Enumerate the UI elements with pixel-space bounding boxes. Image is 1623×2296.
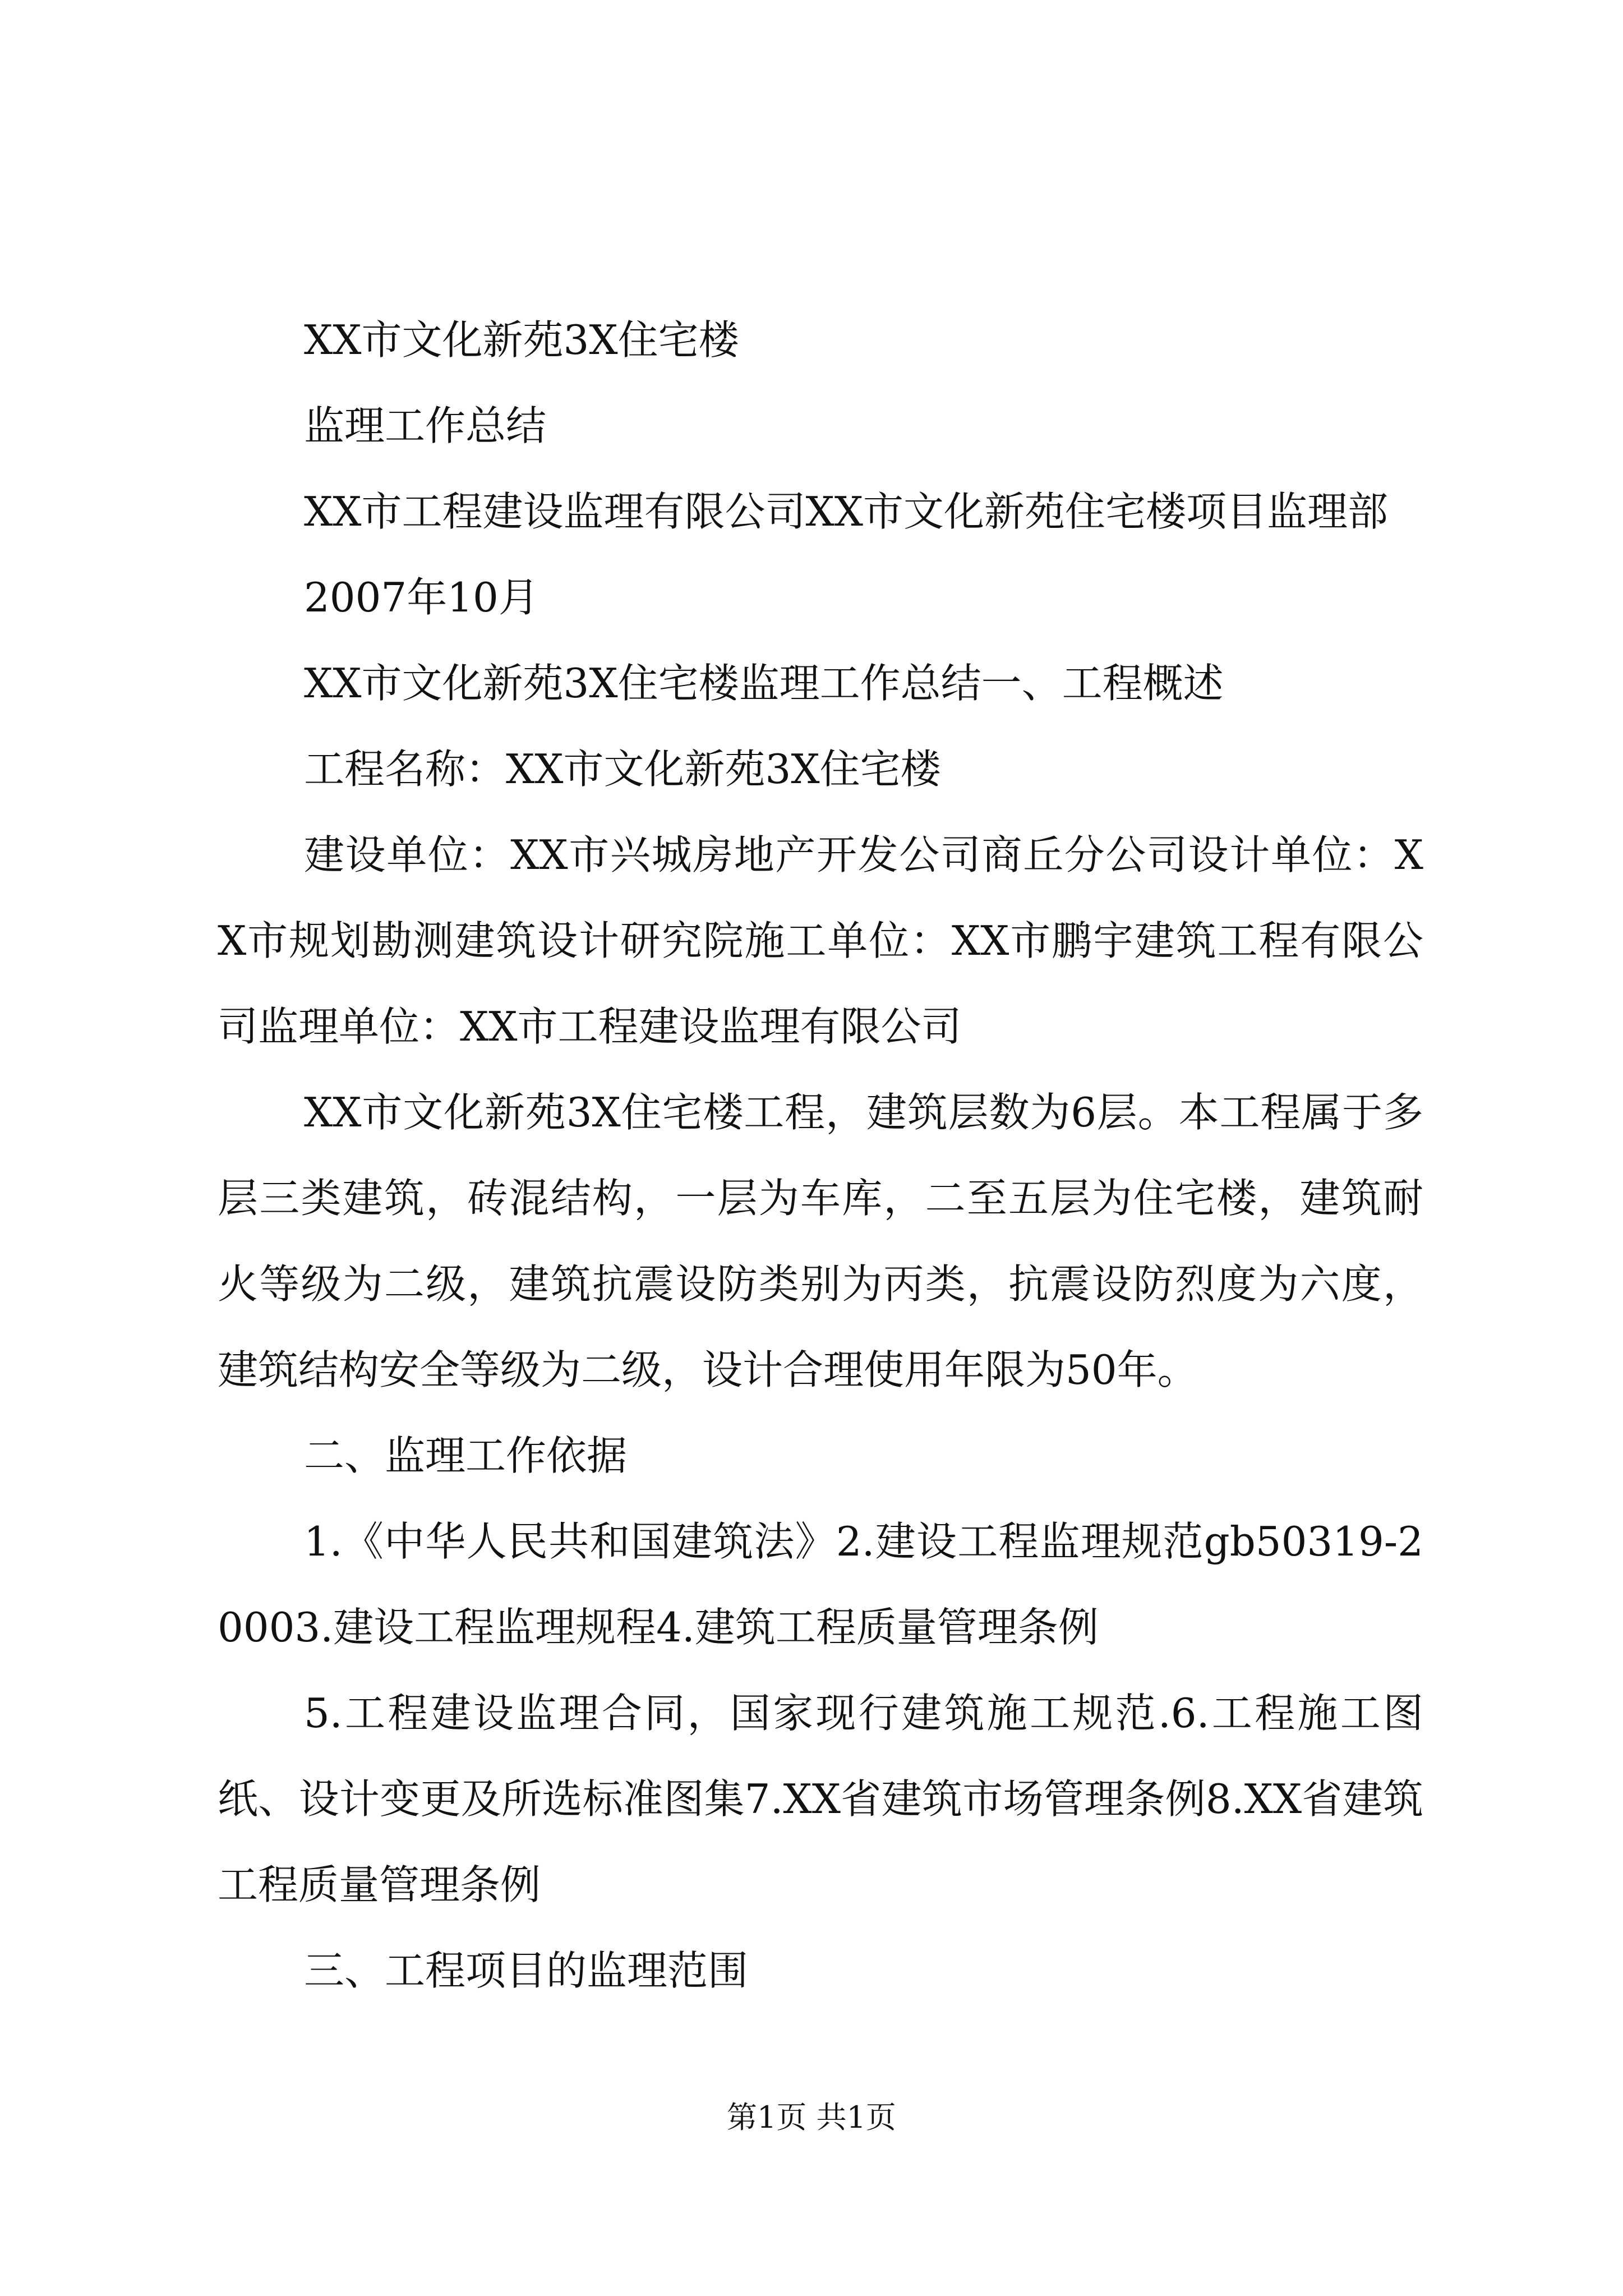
project-description: XX市文化新苑3X住宅楼工程，建筑层数为6层。本工程属于多层三类建筑，砖混结构，一层为车库，二至五层为住宅楼，建筑耐火等级为二级，建筑抗震设防类别为丙类，抗震设防烈度为六度，建筑结构安全等级为二级，设计合理使用年限为50年。 [218,1089,1423,1393]
document-body [218,297,1423,2014]
basis-list-part-2: 5.工程建设监理合同，国家现行建筑施工规范.6.工程施工图纸、设计变更及所选标准图集7.XX省建筑市场管理条例8.XX省建筑工程质量管理条例 [218,1690,1423,1908]
section-heading-scope: 三、工程项目的监理范围 [304,1947,749,1994]
document-title: 监理工作总结 [304,402,547,449]
project-name: 工程名称：XX市文化新苑3X住宅楼 [304,746,941,793]
document-date: 2007年10月 [304,574,539,621]
page-footer: 第1页 共1页 [727,2100,896,2135]
basis-list-part-1: 1.《中华人民共和国建筑法》2.建设工程监理规范gb50319-20003.建设工程监理规程4.建筑工程质量管理条例 [218,1518,1423,1651]
section-heading-overview: XX市文化新苑3X住宅楼监理工作总结一、工程概述 [304,660,1224,707]
project-title: XX市文化新苑3X住宅楼 [304,316,739,364]
participating-units: 建设单位：XX市兴城房地产开发公司商丘分公司设计单位：XX市规划勘测建筑设计研究院施工单位：XX市鹏宇建筑工程有限公司监理单位：XX市工程建设监理有限公司 [218,831,1423,1050]
section-heading-basis: 二、监理工作依据 [304,1432,628,1479]
issuing-organization: XX市工程建设监理有限公司XX市文化新苑住宅楼项目监理部 [304,488,1389,535]
